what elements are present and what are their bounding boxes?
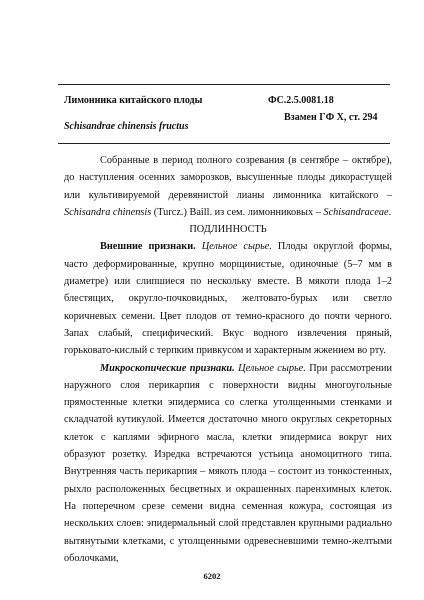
external-features-paragraph (64, 238, 392, 359)
external-features-lead: Внешние признаки. (100, 241, 196, 253)
monograph-title: Лимонника китайского плоды (64, 95, 203, 106)
document-body (64, 152, 392, 567)
species-latin: Schisandra chinensis (64, 206, 152, 218)
intro-paragraph (64, 152, 392, 221)
page-number: 6202 (203, 571, 221, 581)
external-features-sub: Цельное сырье. (201, 241, 272, 253)
monograph-header (58, 84, 390, 144)
microscopic-features-paragraph (64, 360, 392, 568)
microscopic-features-sub: Цельное сырье. (238, 362, 306, 374)
section-heading: ПОДЛИННОСТЬ (189, 224, 267, 236)
family-latin: Schisandraceae (323, 206, 389, 218)
intro-text-2: (Turcz.) Baill. из сем. лимонниковых – (151, 206, 324, 218)
intro-text: Собранные в период полного созревания (в сентябре – октябре), до наступления осенних заморозков, высушенные плоды дикорастущей или культивируемой деревянистой лианы лимонника китайского – (64, 155, 392, 201)
intro-end: . (388, 206, 392, 218)
monograph-code: ФС.2.5.0081.18 (268, 95, 334, 106)
external-features-text: Плоды округлой формы, часто деформированные, крупно морщинистые, одиночные (5–7 мм в диаметре) или слипшиеся по нескольку вместе. В мякоти плода 1–2 блестящих, округло-почковидных, желтовато-бурых или светло коричневых семени. Цвет плодов от темно-красного до почти черного. Запах слабый, специфический. Вкус водного извлечения пряный, горьковато-кислый с терпким привкусом и характерным жжением во рту. (64, 241, 393, 357)
microscopic-features-lead: Микроскопические признаки. (100, 362, 235, 374)
replaces-note: Взамен ГФ X, ст. 294 (284, 112, 378, 123)
latin-name: Schisandrae chinensis fructus (64, 121, 189, 132)
microscopic-features-text: При рассмотрении наружного слоя перикарпия с поверхности видны многоугольные прямостенные клетки эпидермиса со слегка утолщенными стенками и складчатой кутикулой. Имеется достаточно много округлых секреторных клеток с каплями эфирного масла, клетки эпидермиса вокруг них образуют розетку. Изредка встречаются устьица аномоцитного типа. Внутренняя часть перикарпия – мякоть плода – состоит из тонкостенных, рыхло расположенных бесцветных и окрашенных паренхимных клеток. На поперечном срезе семени видна семенная кожура, состоящая из нескольких слоев: эпидермальный слой представлен крупными радиально вытянутыми клетками, с утолщенными одревесневшими темно-желтыми оболочками, (64, 362, 392, 564)
